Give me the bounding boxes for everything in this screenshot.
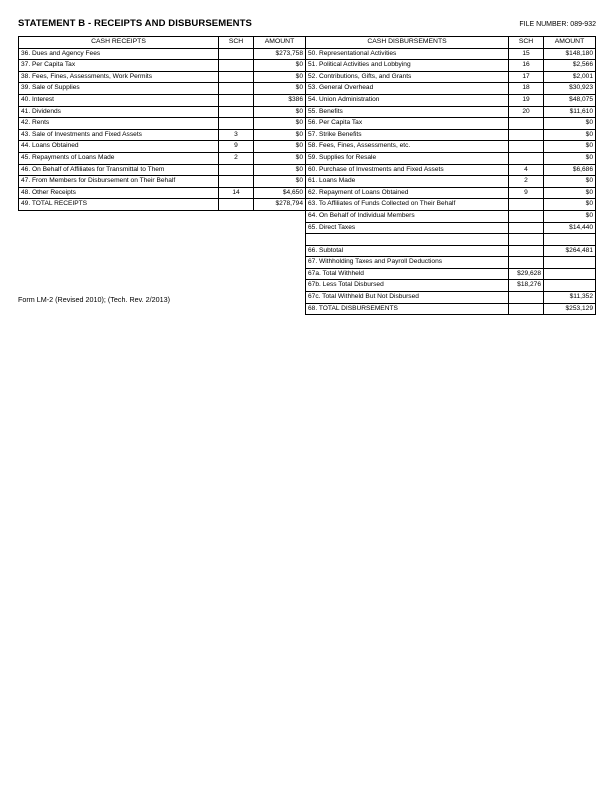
receipt-sch: 9 [219, 141, 254, 153]
page-title: STATEMENT B - RECEIPTS AND DISBURSEMENTS [18, 18, 252, 29]
col-sch-left: SCH [219, 37, 254, 49]
receipt-sch: 3 [219, 129, 254, 141]
table-row [19, 94, 596, 106]
receipt-amount: $386 [254, 94, 306, 106]
disbursement-sch: $18,276 [509, 280, 544, 292]
table-row [19, 257, 596, 269]
disbursement-sch [509, 292, 544, 304]
disbursement-label: 60. Purchase of Investments and Fixed Assets [306, 164, 509, 176]
disbursement-amount: $6,686 [544, 164, 596, 176]
receipt-sch [219, 106, 254, 118]
disbursement-amount: $11,352 [544, 292, 596, 304]
receipt-amount: $273,758 [254, 48, 306, 60]
receipt-sch [219, 199, 254, 211]
receipt-label: 49. TOTAL RECEIPTS [19, 199, 219, 211]
disbursement-sch [509, 129, 544, 141]
disbursement-sch [509, 222, 544, 234]
empty-cell [219, 210, 254, 222]
receipt-label: 36. Dues and Agency Fees [19, 48, 219, 60]
disbursement-label: 68. TOTAL DISBURSEMENTS [306, 303, 509, 315]
receipt-amount: $0 [254, 164, 306, 176]
empty-cell [219, 245, 254, 257]
receipt-label: 41. Dividends [19, 106, 219, 118]
receipt-sch: 14 [219, 187, 254, 199]
empty-cell [19, 234, 219, 246]
disbursement-label: 50. Representational Activities [306, 48, 509, 60]
receipt-label: 44. Loans Obtained [19, 141, 219, 153]
table-row [19, 280, 596, 292]
receipt-amount: $0 [254, 83, 306, 95]
receipt-amount: $4,650 [254, 187, 306, 199]
disbursement-label: 65. Direct Taxes [306, 222, 509, 234]
empty-cell [254, 303, 306, 315]
receipt-label: 45. Repayments of Loans Made [19, 152, 219, 164]
empty-cell [219, 268, 254, 280]
table-row [19, 60, 596, 72]
disbursement-amount: $0 [544, 129, 596, 141]
col-cash-disbursements: CASH DISBURSEMENTS [306, 37, 509, 49]
disbursement-amount [544, 268, 596, 280]
disbursement-label: 67. Withholding Taxes and Payroll Deductions [306, 257, 509, 269]
empty-cell [254, 245, 306, 257]
disbursement-amount [544, 234, 596, 246]
table-row [19, 118, 596, 130]
disbursement-sch: 18 [509, 83, 544, 95]
receipt-label: 38. Fees, Fines, Assessments, Work Permits [19, 71, 219, 83]
disbursement-label: 67c. Total Withheld But Not Disbursed [306, 292, 509, 304]
disbursement-sch [509, 118, 544, 130]
receipt-label: 47. From Members for Disbursement on Their Behalf [19, 176, 219, 188]
empty-cell [19, 268, 219, 280]
receipt-sch [219, 83, 254, 95]
disbursement-amount [544, 280, 596, 292]
disbursement-label: 53. General Overhead [306, 83, 509, 95]
disbursement-amount: $11,610 [544, 106, 596, 118]
table-row [19, 106, 596, 118]
empty-cell [254, 257, 306, 269]
receipt-label: 43. Sale of Investments and Fixed Assets [19, 129, 219, 141]
disbursement-label: 51. Political Activities and Lobbying [306, 60, 509, 72]
table-row [19, 48, 596, 60]
disbursement-amount: $264,481 [544, 245, 596, 257]
receipt-amount: $0 [254, 141, 306, 153]
receipt-sch [219, 94, 254, 106]
disbursement-label: 67b. Less Total Disbursed [306, 280, 509, 292]
disbursement-sch: 9 [509, 187, 544, 199]
table-header-row [19, 37, 596, 49]
receipt-amount: $0 [254, 60, 306, 72]
disbursement-sch [509, 141, 544, 153]
receipt-label: 40. Interest [19, 94, 219, 106]
disbursement-label: 55. Benefits [306, 106, 509, 118]
table-row [19, 164, 596, 176]
empty-cell [19, 257, 219, 269]
empty-cell [254, 210, 306, 222]
disbursement-sch: 17 [509, 71, 544, 83]
empty-cell [219, 303, 254, 315]
disbursement-label: 66. Subtotal [306, 245, 509, 257]
disbursement-amount: $0 [544, 118, 596, 130]
table-row [19, 141, 596, 153]
disbursement-amount: $148,180 [544, 48, 596, 60]
empty-cell [19, 280, 219, 292]
table-row [19, 199, 596, 211]
table-body [19, 48, 596, 315]
disbursement-label: 52. Contributions, Gifts, and Grants [306, 71, 509, 83]
page-header [18, 18, 596, 29]
receipt-sch: 2 [219, 152, 254, 164]
disbursement-amount: $0 [544, 210, 596, 222]
disbursement-amount [544, 257, 596, 269]
disbursement-amount: $0 [544, 152, 596, 164]
disbursement-amount: $0 [544, 199, 596, 211]
receipt-amount: $0 [254, 152, 306, 164]
table-row [19, 222, 596, 234]
receipt-sch [219, 164, 254, 176]
table-row [19, 268, 596, 280]
disbursement-label: 61. Loans Made [306, 176, 509, 188]
receipt-amount: $0 [254, 71, 306, 83]
receipt-sch [219, 48, 254, 60]
disbursement-sch [509, 303, 544, 315]
disbursement-amount: $30,923 [544, 83, 596, 95]
receipt-amount: $0 [254, 106, 306, 118]
disbursement-sch: 15 [509, 48, 544, 60]
empty-cell [254, 280, 306, 292]
disbursement-label [306, 234, 509, 246]
receipt-label: 48. Other Receipts [19, 187, 219, 199]
disbursement-label: 59. Supplies for Resale [306, 152, 509, 164]
disbursement-sch: 2 [509, 176, 544, 188]
receipt-amount: $0 [254, 176, 306, 188]
disbursement-label: 64. On Behalf of Individual Members [306, 210, 509, 222]
receipt-label: 46. On Behalf of Affiliates for Transmittal to Them [19, 164, 219, 176]
receipt-amount: $278,794 [254, 199, 306, 211]
disbursement-sch: $29,628 [509, 268, 544, 280]
disbursement-label: 54. Union Administration [306, 94, 509, 106]
col-cash-receipts: CASH RECEIPTS [19, 37, 219, 49]
receipt-label: 42. Rents [19, 118, 219, 130]
table-row [19, 234, 596, 246]
disbursement-amount: $48,075 [544, 94, 596, 106]
disbursement-label: 62. Repayment of Loans Obtained [306, 187, 509, 199]
table-row [19, 187, 596, 199]
file-number: FILE NUMBER: 089-932 [519, 21, 596, 28]
empty-cell [219, 234, 254, 246]
table-row [19, 152, 596, 164]
receipt-amount: $0 [254, 118, 306, 130]
receipt-sch [219, 71, 254, 83]
receipt-sch [219, 118, 254, 130]
disbursement-sch [509, 257, 544, 269]
receipt-label: 37. Per Capita Tax [19, 60, 219, 72]
disbursement-amount: $0 [544, 187, 596, 199]
col-amount-left: AMOUNT [254, 37, 306, 49]
disbursement-label: 67a. Total Withheld [306, 268, 509, 280]
table-row [19, 176, 596, 188]
table-row [19, 129, 596, 141]
receipt-amount: $0 [254, 129, 306, 141]
disbursement-amount: $2,566 [544, 60, 596, 72]
disbursement-label: 56. Per Capita Tax [306, 118, 509, 130]
disbursement-sch [509, 210, 544, 222]
empty-cell [254, 234, 306, 246]
col-sch-right: SCH [509, 37, 544, 49]
table-row [19, 303, 596, 315]
empty-cell [219, 222, 254, 234]
disbursement-sch: 16 [509, 60, 544, 72]
empty-cell [219, 280, 254, 292]
empty-cell [19, 222, 219, 234]
disbursement-sch: 20 [509, 106, 544, 118]
receipt-label: 39. Sale of Supplies [19, 83, 219, 95]
disbursement-label: 57. Strike Benefits [306, 129, 509, 141]
receipts-disbursements-table [18, 36, 596, 315]
table-row [19, 210, 596, 222]
receipt-sch [219, 60, 254, 72]
empty-cell [254, 268, 306, 280]
table-row [19, 83, 596, 95]
empty-cell [19, 303, 219, 315]
disbursement-sch: 4 [509, 164, 544, 176]
empty-cell [219, 292, 254, 304]
empty-cell [254, 222, 306, 234]
empty-cell [19, 210, 219, 222]
disbursement-sch [509, 152, 544, 164]
disbursement-label: 63. To Affiliates of Funds Collected on Their Behalf [306, 199, 509, 211]
table-row [19, 71, 596, 83]
empty-cell [254, 292, 306, 304]
disbursement-amount: $0 [544, 141, 596, 153]
empty-cell [219, 257, 254, 269]
disbursement-sch [509, 199, 544, 211]
disbursement-sch [509, 234, 544, 246]
disbursement-sch: 19 [509, 94, 544, 106]
disbursement-amount: $14,440 [544, 222, 596, 234]
disbursement-amount: $2,001 [544, 71, 596, 83]
disbursement-amount: $0 [544, 176, 596, 188]
table-row [19, 245, 596, 257]
disbursement-label: 58. Fees, Fines, Assessments, etc. [306, 141, 509, 153]
form-note: Form LM-2 (Revised 2010); (Tech. Rev. 2/2013) [18, 295, 171, 304]
receipt-sch [219, 176, 254, 188]
disbursement-amount: $253,129 [544, 303, 596, 315]
col-amount-right: AMOUNT [544, 37, 596, 49]
empty-cell [19, 245, 219, 257]
disbursement-sch [509, 245, 544, 257]
